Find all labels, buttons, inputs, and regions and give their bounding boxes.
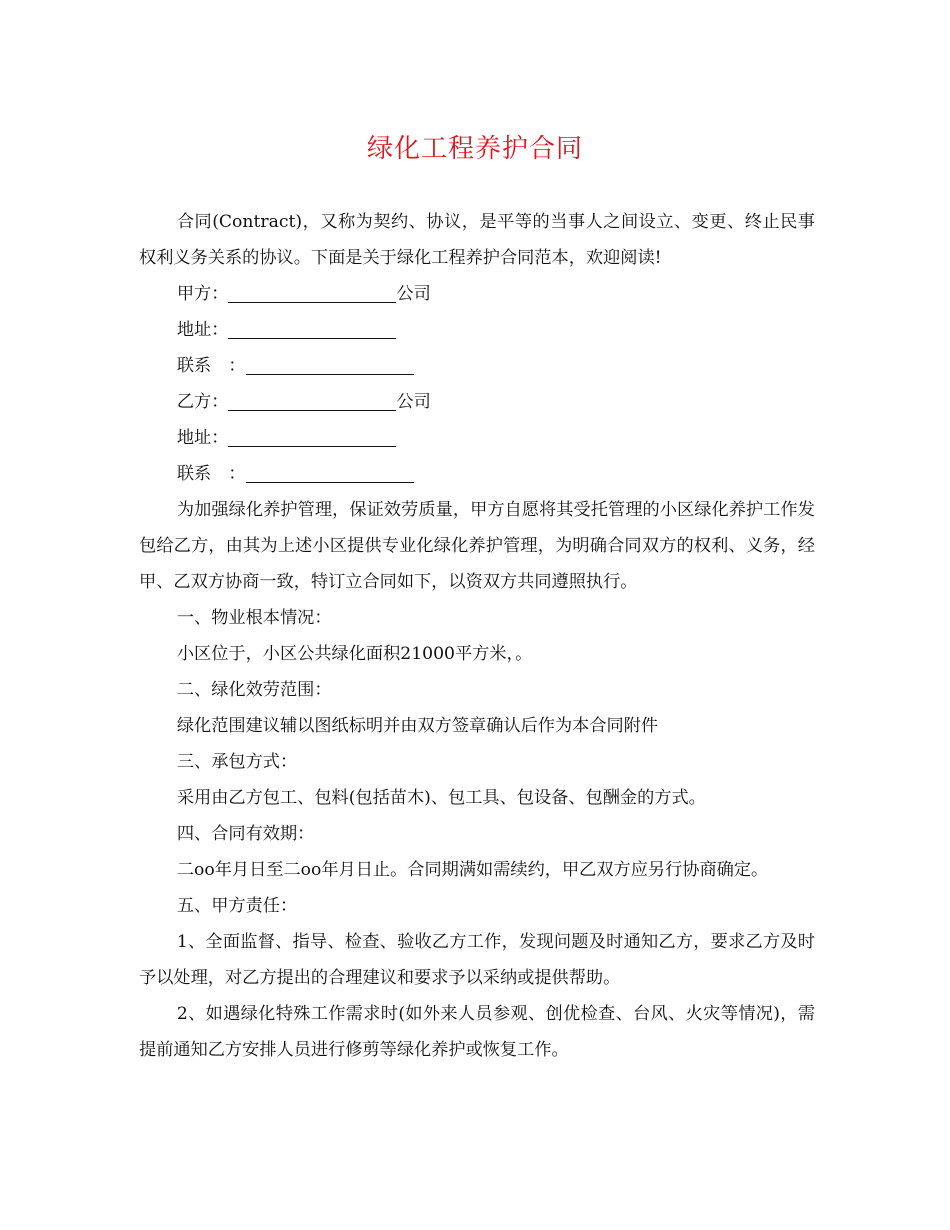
section-3-heading: 三、承包方式： [176, 752, 298, 772]
intro-paragraph: 合同(Contract)，又称为契约、协议，是平等的当事人之间设立、变更、终止民事权利义务关系的协议。下面是关于绿化工程养护合同范本，欢迎阅读! [139, 212, 815, 268]
party-b-contact-blank [246, 481, 414, 483]
section-5-item-1: 1、全面监督、指导、检查、验收乙方工作，发现问题及时通知乙方，要求乙方及时予以处理，对乙方提出的合理建议和要求予以采纳或提供帮助。 [139, 932, 815, 988]
party-a-contact-row [139, 348, 815, 384]
section-4-heading: 四、合同有效期： [176, 824, 315, 844]
party-a-address-blank [228, 337, 396, 339]
party-a-contact-label: 联系 ： [176, 356, 246, 376]
section-2-heading: 二、绿化效劳范围： [176, 680, 332, 700]
party-a-name-row [139, 276, 815, 312]
section-1-body: 小区位于，小区公共绿化面积21000平方米，。 [176, 644, 533, 664]
party-b-name-blank [228, 409, 396, 411]
section-2-body: 绿化范围建议辅以图纸标明并由双方签章确认后作为本合同附件 [176, 716, 659, 736]
party-b-address-row [139, 420, 815, 456]
document-body [139, 204, 815, 1068]
document-title: 绿化工程养护合同 [366, 134, 583, 164]
party-a-name-suffix: 公司 [396, 284, 431, 304]
preamble-paragraph: 为加强绿化养护管理，保证效劳质量，甲方自愿将其受托管理的小区绿化养护工作发包给乙方，由其为上述小区提供专业化绿化养护管理，为明确合同双方的权利、义务，经甲、乙双方协商一致，特订立合同如下，以资双方共同遵照执行。 [139, 500, 815, 592]
party-b-name-label: 乙方： [176, 392, 229, 412]
party-a-name-blank [228, 301, 396, 303]
section-5-item-2: 2、如遇绿化特殊工作需求时(如外来人员参观、创优检查、台风、火灾等情况)，需提前通知乙方安排人员进行修剪等绿化养护或恢复工作。 [139, 1004, 815, 1060]
party-b-name-row [139, 384, 815, 420]
party-b-contact-row [139, 456, 815, 492]
party-b-address-label: 地址： [176, 428, 229, 448]
party-b-contact-label: 联系 ： [176, 464, 246, 484]
section-3-body: 采用由乙方包工、包料(包括苗木)、包工具、包设备、包酬金的方式。 [176, 788, 706, 808]
section-5-heading: 五、甲方责任： [176, 896, 298, 916]
party-a-name-label: 甲方： [176, 284, 229, 304]
party-a-address-row [139, 312, 815, 348]
party-b-address-blank [228, 445, 396, 447]
party-a-address-label: 地址： [176, 320, 229, 340]
party-a-contact-blank [246, 373, 414, 375]
section-1-heading: 一、物业根本情况： [176, 608, 332, 628]
party-b-name-suffix: 公司 [396, 392, 431, 412]
section-4-body: 二oo年月日至二oo年月日止。合同期满如需续约，甲乙双方应另行协商确定。 [176, 860, 769, 880]
